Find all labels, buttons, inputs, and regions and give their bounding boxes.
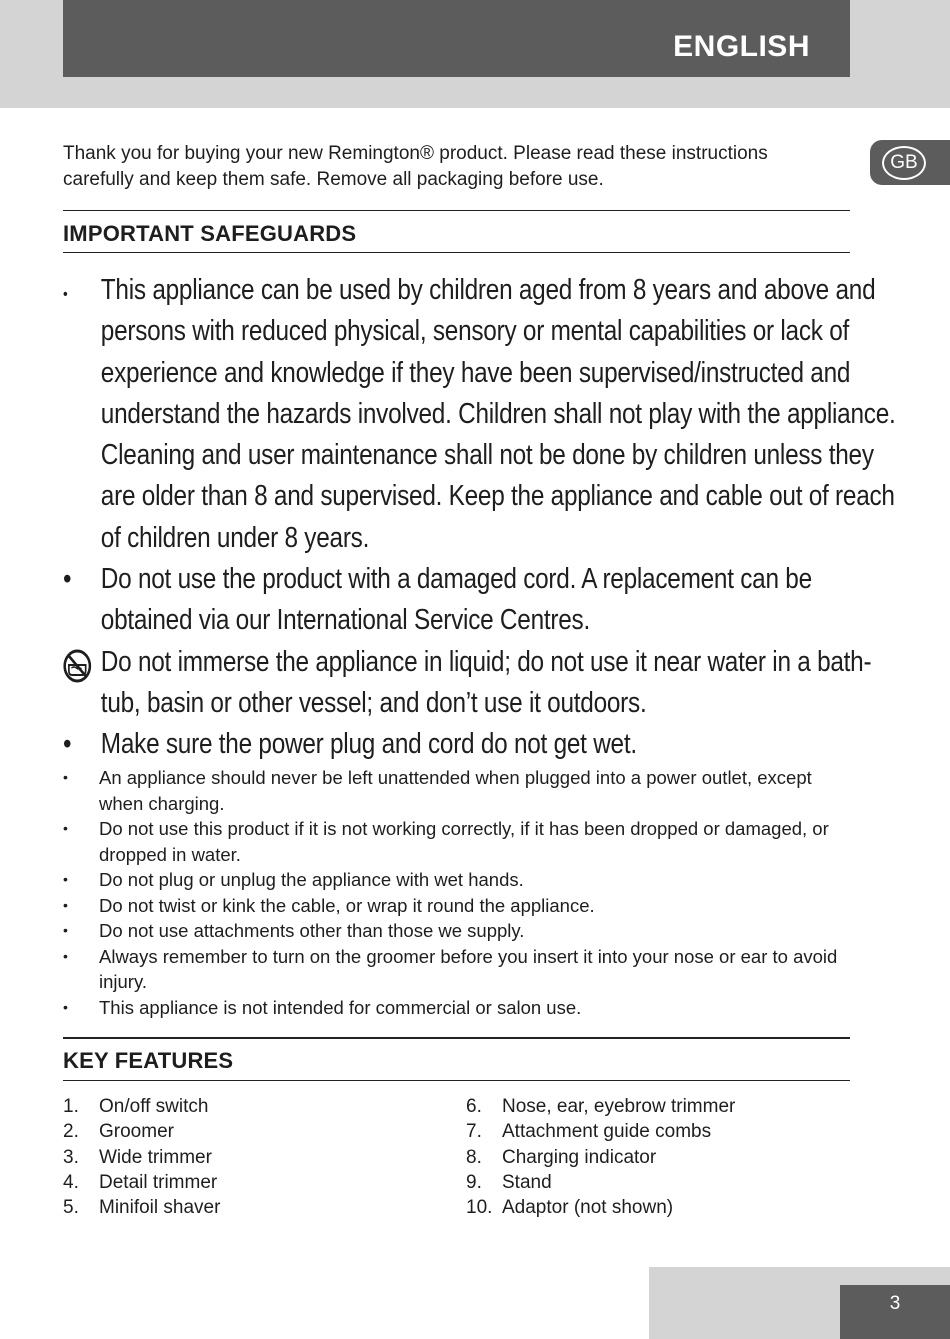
language-title: ENGLISH bbox=[673, 30, 810, 63]
safeguard-text: An appliance should never be left unattended when plugged into a power outlet, except when charging. bbox=[99, 767, 812, 814]
item-number: 8. bbox=[466, 1146, 482, 1168]
features-list-right bbox=[466, 1094, 735, 1220]
bullet-icon: • bbox=[63, 896, 68, 913]
feature-label: Minifoil shaver bbox=[99, 1197, 221, 1219]
list-item bbox=[466, 1170, 735, 1195]
list-item bbox=[63, 1170, 220, 1195]
list-item bbox=[63, 867, 853, 893]
item-number: 9. bbox=[466, 1171, 482, 1193]
no-water-immersion-icon bbox=[63, 649, 92, 683]
safeguard-text: Do not immerse the appliance in liquid; do not use it near water in a bath-tub, basin or other vessel; and don’t use it outdoors. bbox=[100, 645, 872, 719]
feature-label: Adaptor (not shown) bbox=[502, 1197, 674, 1219]
country-code-badge: GB bbox=[882, 146, 926, 180]
item-number: 6. bbox=[466, 1096, 482, 1117]
list-item bbox=[63, 918, 853, 944]
bullet-icon: • bbox=[63, 286, 68, 303]
item-number: 2. bbox=[63, 1121, 79, 1143]
small-safeguards-list bbox=[63, 765, 853, 1020]
feature-label: Detail trimmer bbox=[99, 1171, 218, 1193]
feature-label: On/off switch bbox=[99, 1096, 209, 1117]
feature-label: Groomer bbox=[99, 1121, 174, 1143]
bullet-icon: • bbox=[63, 820, 68, 836]
divider bbox=[63, 1037, 850, 1039]
bullet-icon: • bbox=[63, 871, 68, 887]
feature-label: Charging indicator bbox=[502, 1146, 657, 1168]
item-number: 3. bbox=[63, 1146, 79, 1168]
safeguard-text: Do not plug or unplug the appliance with wet hands. bbox=[99, 869, 524, 890]
list-item bbox=[466, 1195, 735, 1220]
list-item bbox=[63, 995, 853, 1021]
feature-label: Stand bbox=[502, 1171, 552, 1193]
country-tab bbox=[870, 140, 950, 185]
safeguard-text: Do not use attachments other than those we supply. bbox=[99, 920, 525, 941]
page-number-box bbox=[840, 1285, 950, 1339]
list-item bbox=[466, 1145, 735, 1170]
safeguard-text: Do not twist or kink the cable, or wrap it round the appliance. bbox=[99, 894, 595, 916]
divider bbox=[63, 252, 850, 253]
list-item bbox=[63, 270, 907, 559]
key-features-heading: KEY FEATURES bbox=[63, 1048, 234, 1073]
features-list-left bbox=[63, 1094, 220, 1220]
item-number: 5. bbox=[63, 1197, 79, 1219]
language-bar bbox=[63, 0, 850, 77]
safeguards-heading: IMPORTANT SAFEGUARDS bbox=[63, 221, 357, 246]
safeguard-text: Do not use this product if it is not working correctly, if it has been dropped or damaged, or dropped in water. bbox=[99, 818, 829, 865]
large-safeguards-list bbox=[63, 270, 896, 766]
item-number: 10. bbox=[466, 1197, 493, 1219]
safeguard-text: This appliance is not intended for commercial or salon use. bbox=[99, 996, 582, 1018]
list-item bbox=[63, 1094, 220, 1119]
bullet-icon: • bbox=[63, 998, 68, 1015]
safeguard-text: Always remember to turn on the groomer before you insert it into your nose or ear to avoid injury. bbox=[99, 945, 838, 992]
list-item bbox=[63, 893, 853, 919]
divider bbox=[63, 1080, 850, 1081]
safeguard-text: Make sure the power plug and cord do not get wet. bbox=[100, 728, 637, 761]
list-item bbox=[63, 1145, 220, 1170]
list-item bbox=[63, 724, 907, 765]
bullet-icon: • bbox=[63, 728, 72, 761]
feature-label: Wide trimmer bbox=[99, 1146, 212, 1168]
feature-label: Nose, ear, eyebrow trimmer bbox=[502, 1096, 736, 1117]
list-item bbox=[63, 1195, 220, 1220]
bullet-icon: • bbox=[63, 922, 68, 938]
item-number: 4. bbox=[63, 1171, 79, 1193]
list-item bbox=[63, 816, 853, 867]
list-item bbox=[466, 1094, 735, 1119]
list-item bbox=[63, 1119, 220, 1144]
list-item bbox=[63, 944, 853, 995]
safeguard-text: Do not use the product with a damaged cord. A replacement can be obtained via our International Service Centres. bbox=[100, 563, 812, 637]
divider bbox=[63, 210, 850, 211]
safeguard-text: This appliance can be used by children aged from 8 years and above and persons with reduced physical, sensory or mental capabilities or lack of experience and knowledge if they have been supervised/instructed and understand the hazards involved. Children shall not play with the appliance. Cleaning and user maintenance shall not be done by children unless they are older than 8 and supervised. Keep the appliance and cable out of reach of children under 8 years. bbox=[100, 274, 896, 554]
list-item bbox=[63, 642, 907, 725]
item-number: 7. bbox=[466, 1121, 482, 1143]
item-number: 1. bbox=[63, 1096, 79, 1117]
list-item bbox=[63, 559, 907, 642]
bullet-icon: • bbox=[63, 769, 68, 785]
feature-label: Attachment guide combs bbox=[502, 1121, 712, 1143]
list-item bbox=[466, 1119, 735, 1144]
bullet-icon: • bbox=[63, 563, 72, 596]
list-item bbox=[63, 765, 853, 816]
bullet-icon: • bbox=[63, 947, 68, 964]
page-number: 3 bbox=[889, 1293, 901, 1314]
intro-paragraph: Thank you for buying your new Remington® product. Please read these instructions carefully and keep them safe. Remove all packaging before use. bbox=[63, 143, 768, 190]
